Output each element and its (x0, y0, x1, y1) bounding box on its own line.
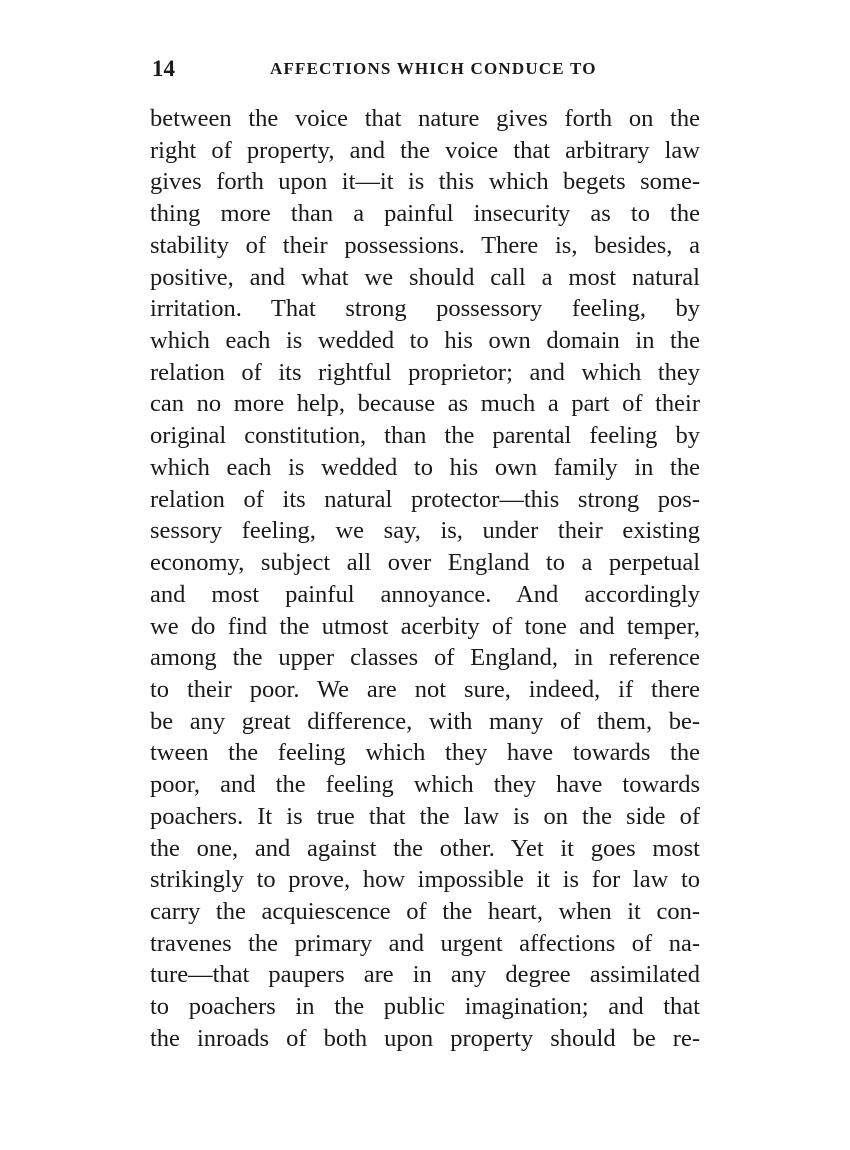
page-number: 14 (152, 56, 175, 81)
text-line: and most painful annoyance. And accordingly (150, 580, 700, 608)
running-head (152, 56, 700, 86)
text-line: gives forth upon it—it is this which begets some- (150, 168, 700, 196)
text-line: can no more help, because as much a part of their (150, 390, 700, 418)
text-line: travenes the primary and urgent affections of na- (150, 929, 700, 957)
text-line: ture—that paupers are in any degree assimilated (150, 961, 700, 989)
text-line: which each is wedded to his own family in the (150, 453, 700, 481)
text-line: original constitution, than the parental feeling by (150, 422, 700, 450)
text-line: economy, subject all over England to a perpetual (150, 549, 700, 577)
text-line: to poachers in the public imagination; and that (150, 993, 700, 1021)
text-line: relation of its natural protector—this strong pos- (150, 485, 700, 513)
text-line: poor, and the feeling which they have towards (150, 771, 700, 799)
text-line: irritation. That strong possessory feeling, by (150, 295, 700, 323)
text-line: right of property, and the voice that arbitrary law (150, 136, 700, 164)
text-line: among the upper classes of England, in reference (150, 644, 700, 672)
text-line: tween the feeling which they have towards the (150, 739, 700, 767)
text-line: carry the acquiescence of the heart, when it con- (150, 897, 700, 925)
text-line: relation of its rightful proprietor; and which they (150, 358, 700, 386)
text-line: which each is wedded to his own domain in the (150, 327, 700, 355)
text-line: the inroads of both upon property should be re- (150, 1024, 700, 1052)
text-line: between the voice that nature gives forth on the (150, 105, 700, 132)
text-line: positive, and what we should call a most natural (150, 263, 700, 291)
text-line: the one, and against the other. Yet it goes most (150, 834, 700, 862)
text-line: sessory feeling, we say, is, under their existing (150, 517, 700, 545)
text-line: to their poor. We are not sure, indeed, if there (150, 675, 700, 703)
text-line: be any great difference, with many of them, be- (150, 707, 700, 735)
text-line: we do find the utmost acerbity of tone and temper, (150, 612, 700, 640)
body-text (150, 103, 700, 1055)
text-line: poachers. It is true that the law is on the side of (150, 802, 700, 830)
text-line: thing more than a painful insecurity as to the (150, 200, 700, 228)
running-title: AFFECTIONS WHICH CONDUCE TO (270, 59, 597, 78)
text-line: strikingly to prove, how impossible it is for law to (150, 866, 700, 894)
text-line: stability of their possessions. There is, besides, a (150, 231, 700, 259)
